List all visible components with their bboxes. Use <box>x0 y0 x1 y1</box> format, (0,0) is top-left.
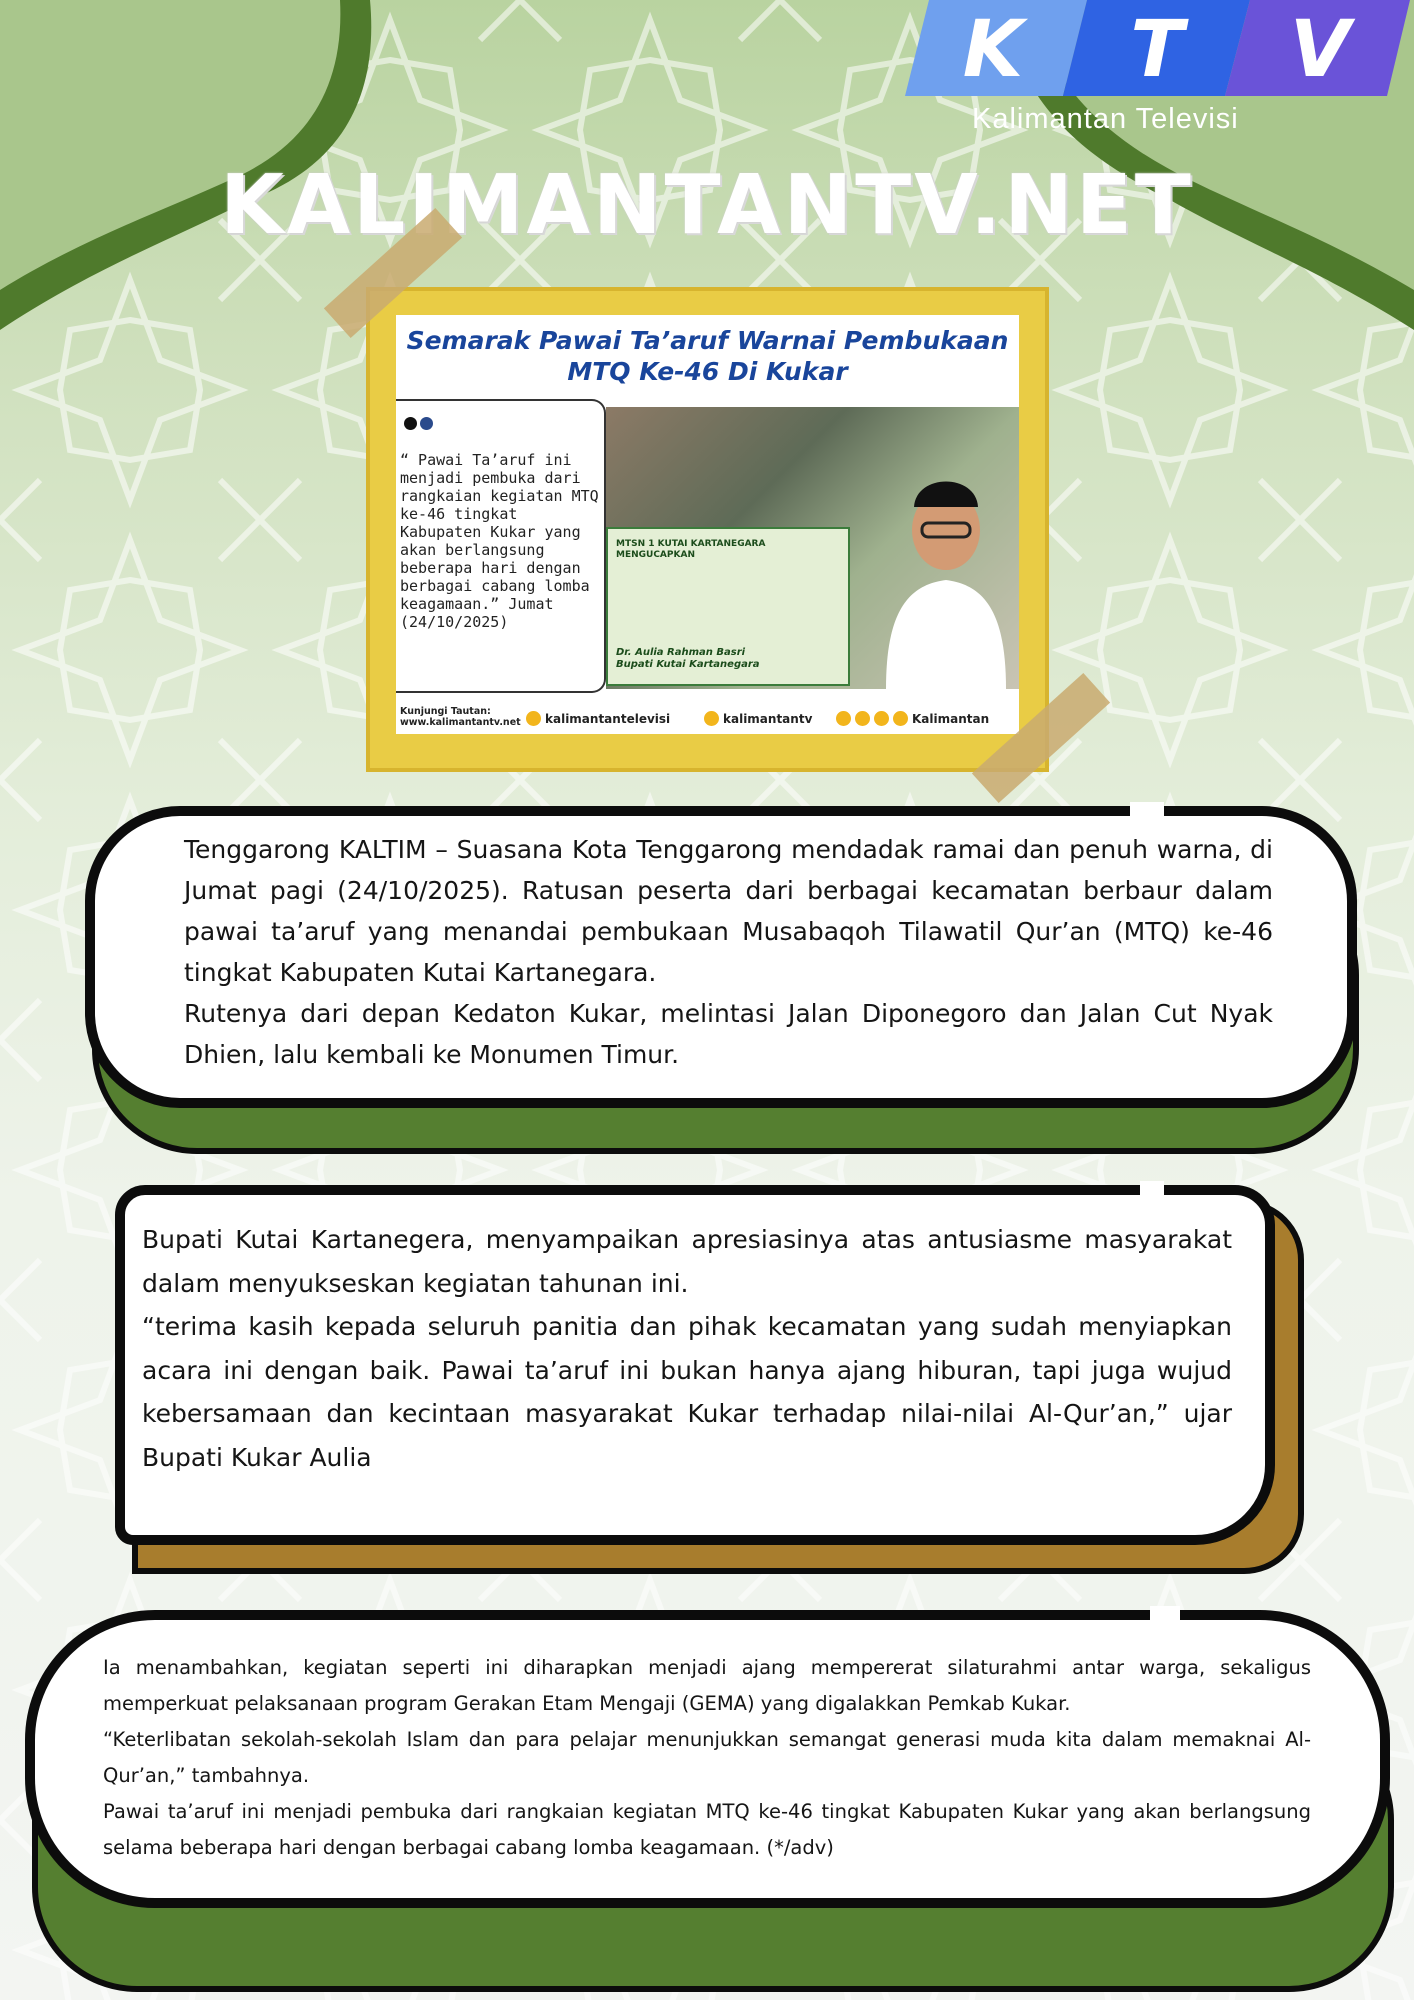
banner-text: MTSN 1 KUTAI KARTANEGARA MENGUCAPKAN <box>616 539 766 560</box>
paragraph-3-text-1: Ia menambahkan, kegiatan seperti ini diharapkan menjadi ajang mempererat silaturahmi antar warga, sekaligus memperkuat pelaksanaan program Gerakan Etam Mengaji (GEMA) yang digalakkan Pemkab Kukar. <box>103 1656 1311 1715</box>
logo-letter-k: K <box>962 5 1024 95</box>
news-image-headline <box>396 325 1019 387</box>
paragraph-1 <box>184 829 1273 1075</box>
footer-facebook-label: kalimantantv <box>723 712 813 726</box>
tiktok-icon <box>893 711 908 726</box>
paragraph-1-text-1: Tenggarong KALTIM – Suasana Kota Tenggarong mendadak ramai dan penuh warna, di Jumat pagi (24/10/2025). Ratusan peserta dari berbagai kecamatan berbaur dalam pawai ta’aruf yang menandai pembukaan Musabaqoh Tilawatil Qur’an (MTQ) ke-46 tingkat Kabupaten Kutai Kartanegara. <box>184 835 1273 987</box>
news-image <box>396 315 1019 734</box>
headline-line-2: MTQ Ke-46 Di Kukar <box>567 357 848 386</box>
card-1-notch <box>1130 802 1164 816</box>
threads-icon <box>855 711 870 726</box>
logo-letter-v: V <box>1289 5 1351 95</box>
instagram-icon <box>836 711 851 726</box>
paragraph-2-text-2: “terima kasih kepada seluruh panitia dan pihak kecamatan yang sudah menyiapkan acara ini dengan baik. Pawai ta’aruf ini bukan hanya ajang hiburan, tapi juga wujud kebersamaan dan kecintaan masyarakat Kukar terhadap nilai-nilai Al-Qur’an,” ujar Bupati Kukar Aulia <box>142 1312 1232 1472</box>
dots-decoration <box>404 415 436 434</box>
headline-line-1: Semarak Pawai Ta’aruf Warnai Pembukaan <box>406 326 1009 355</box>
paragraph-1-text-2: Rutenya dari depan Kedaton Kukar, melintasi Jalan Diponegoro dan Jalan Cut Nyak Dhien, lalu kembali ke Monumen Timur. <box>184 999 1273 1069</box>
footer-visit-label: Kunjungi Tautan: <box>400 706 491 717</box>
footer-visit <box>400 706 521 728</box>
paragraph-2-text-1: Bupati Kutai Kartanegera, menyampaikan apresiasinya atas antusiasme masyarakat dalam menyukseskan kegiatan tahunan ini. <box>142 1225 1232 1298</box>
x-icon <box>874 711 889 726</box>
footer-social-other[interactable] <box>836 711 989 726</box>
card-3-notch <box>1150 1606 1180 1620</box>
news-image-quote: “ Pawai Ta’aruf ini menjadi pembuka dari rangkaian kegiatan MTQ ke-46 tingkat Kabupaten Kukar yang akan berlangsung beberapa hari dengan berbagai cabang lomba keagamaan.” Jumat (24/10/2025) <box>400 451 599 631</box>
news-image-card <box>366 287 1049 772</box>
footer-other-label: Kalimantan <box>912 712 990 726</box>
event-photo <box>606 407 1019 689</box>
news-image-footer <box>396 705 1019 734</box>
paragraph-3-text-3: Pawai ta’aruf ini menjadi pembuka dari rangkaian kegiatan MTQ ke-46 tingkat Kabupaten Kukar yang akan berlangsung selama beberapa hari dengan berbagai cabang lomba keagamaan. (*/adv) <box>103 1800 1311 1859</box>
logo-letter-t: T <box>1130 5 1184 95</box>
ktv-logo <box>905 0 1410 96</box>
card-2-notch <box>1140 1181 1164 1195</box>
youtube-icon <box>526 711 541 726</box>
footer-youtube-label: kalimantantelevisi <box>545 712 671 726</box>
brand-tagline: Kalimantan Televisi <box>972 103 1239 135</box>
official-portrait <box>876 445 1016 689</box>
photo-caption-title: Bupati Kutai Kartanegara <box>616 659 760 670</box>
paragraph-2 <box>142 1218 1232 1479</box>
facebook-icon <box>704 711 719 726</box>
paragraph-3-text-2: “Keterlibatan sekolah-sekolah Islam dan para pelajar menunjukkan semangat generasi muda kita dalam memaknai Al-Qur’an,” tambahnya. <box>103 1728 1311 1787</box>
footer-visit-url[interactable]: www.kalimantantv.net <box>400 717 521 728</box>
photo-caption-name: Dr. Aulia Rahman Basri <box>616 647 746 658</box>
school-banner <box>606 527 850 686</box>
paragraph-3 <box>103 1650 1311 1866</box>
site-title[interactable]: KALIMANTANTV.NET <box>220 158 1194 253</box>
footer-youtube[interactable] <box>526 711 670 726</box>
footer-facebook[interactable] <box>704 711 812 726</box>
quote-box <box>396 399 606 693</box>
